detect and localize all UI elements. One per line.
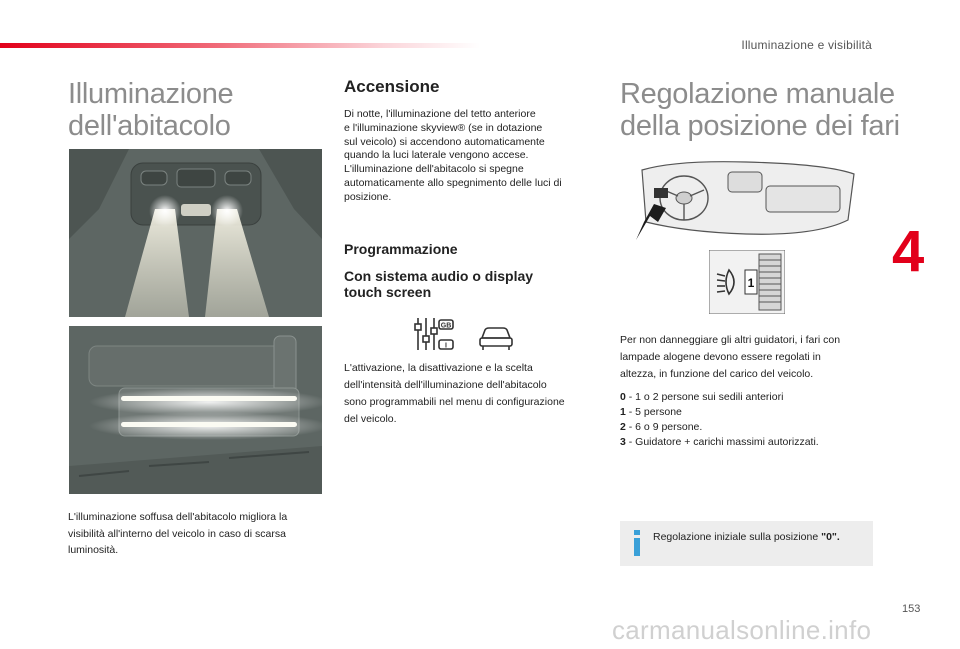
- headlight-wheel-illustration: [709, 250, 785, 319]
- front-ceiling-light-photo: [69, 149, 322, 317]
- info-box: [620, 521, 873, 566]
- setting-item: 2 - 6 o 9 persone.: [620, 421, 703, 433]
- headlight-intro-text: Per non danneggiare gli altri guidatori, i fari con lampade alogene devono essere regolati in altezza, in funzione del carico del veicolo.: [620, 334, 841, 380]
- dashboard-illustration: [636, 160, 858, 245]
- page-number: 153: [902, 603, 921, 615]
- info-icon: [631, 530, 643, 556]
- chapter-number: 4: [892, 219, 925, 284]
- programmazione-text: L'attivazione, la disattivazione e la scelta dell'intensità dell'illuminazione dell'abitacolo sono programmabili nel menu di configurazione del veicolo.: [344, 362, 565, 425]
- skyview-light-photo: [69, 326, 322, 494]
- watermark: carmanualsonline.info: [612, 615, 872, 645]
- audio-display-heading: Con sistema audio o display touch screen: [344, 268, 534, 300]
- programmazione-heading: Programmazione: [344, 241, 458, 257]
- section-title: Illuminazione e visibilità: [741, 38, 872, 52]
- setting-item: 0 - 1 o 2 persone sui sedili anteriori: [620, 391, 784, 403]
- settings-icons: [412, 314, 522, 361]
- car-icon: [480, 328, 512, 350]
- setting-item: 1 - 5 persone: [620, 406, 682, 418]
- left-caption: L'illuminazione soffusa dell'abitacolo migliora la visibilità all'interno del veicolo in caso di scarsa luminosità.: [68, 511, 288, 556]
- i-label: I: [445, 342, 447, 350]
- gb-label: GB: [440, 322, 452, 330]
- left-title: Illuminazione dell'abitacolo: [68, 78, 234, 142]
- wheel-position-label: 1: [747, 276, 755, 290]
- headlight-settings-list: [620, 390, 819, 450]
- info-text: Regolazione iniziale sulla posizione "0".: [653, 531, 840, 543]
- setting-item: 3 - Guidatore + carichi massimi autorizzati.: [620, 436, 819, 448]
- accensione-heading: Accensione: [344, 77, 440, 96]
- right-title: Regolazione manuale della posizione dei fari: [620, 78, 900, 142]
- accensione-text: Di notte, l'illuminazione del tetto anteriore e l'illuminazione skyview® (se in dotazione sul veicolo) si accendono automaticamente quando la luci laterale vengono accese. L'illuminazione dell'abitacolo si spegne automaticamente allo spegnimento delle luci di posizione.: [344, 108, 562, 203]
- header-accent-bar: [0, 43, 480, 48]
